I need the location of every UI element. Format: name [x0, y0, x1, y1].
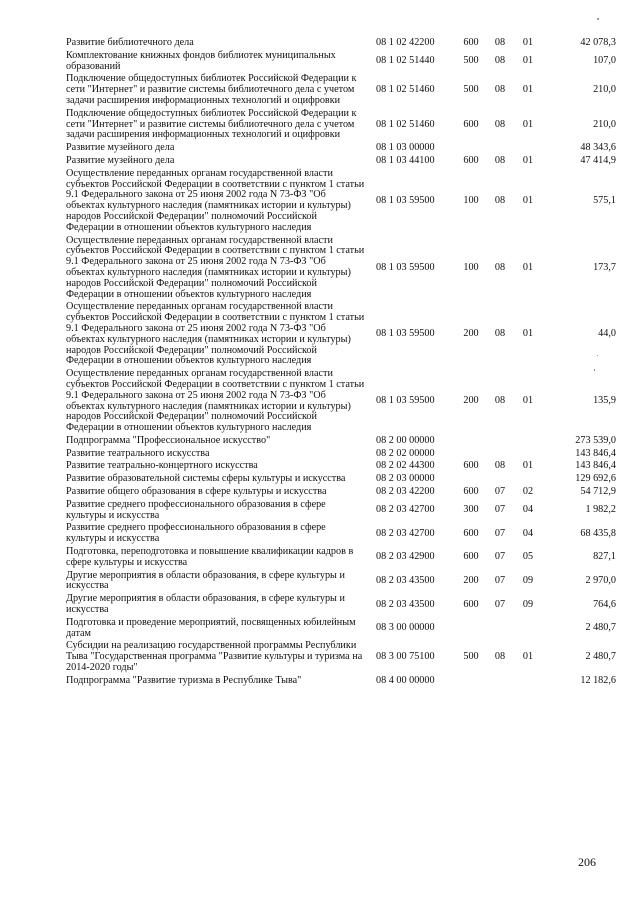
target-article-code: 08 1 02 51460 — [376, 84, 435, 96]
page-number: 206 — [578, 855, 596, 869]
item-name: Субсидии на реализацию государственной программы Республики Тыва "Государственная программа "Развитие культуры и туризма на 2014-2020 годы" — [66, 640, 363, 674]
item-name: Подключение общедоступных библиотек Российской Федерации к сети "Интернет" и развитие системы библиотечного дела с учетом задачи расширения информационных технологий и оцифровки — [66, 73, 357, 106]
amount: 129 692,6 — [575, 473, 616, 485]
expense-type-code: 200 — [463, 575, 479, 587]
expense-type-code — [456, 473, 486, 486]
table-row — [66, 448, 616, 461]
item-name: Осуществление переданных органам государственной власти субъектов Российской Федерации в соответствии с пунктом 1 статьи 9.1 Федерального закона от 25 июня 2002 года N 73-ФЗ "Об объектах культурного наследия (памятниках истории и культуры) народов Российской Федерации" полномочий Российской Федерации в отношении объектов культурного наследия — [66, 234, 365, 300]
target-article-code: 08 1 02 51460 — [376, 118, 435, 130]
subsection-code: 09 — [522, 598, 534, 610]
target-article-code: 08 2 03 42200 — [376, 486, 435, 498]
table-row — [66, 593, 616, 617]
target-article-code: 08 1 03 59500 — [376, 194, 435, 206]
budget-table-body — [66, 37, 616, 688]
item-name: Развитие музейного дела — [66, 142, 175, 154]
item-name: Подготовка и проведение мероприятий, посвященных юбилейным датам — [66, 616, 356, 639]
section-code: 08 — [494, 37, 506, 48]
target-article-code: 08 1 03 59500 — [376, 395, 435, 407]
amount: 47 414,9 — [580, 154, 616, 166]
subsection-code — [514, 473, 542, 486]
expense-type-code: 300 — [463, 504, 479, 516]
subsection-code: 04 — [522, 527, 534, 539]
expense-type-code: 500 — [463, 651, 479, 663]
amount: 2 480,7 — [585, 651, 616, 663]
item-name: Другие мероприятия в области образования, в сфере культуры и искусства — [66, 593, 345, 616]
item-name: Развитие среднего профессионального образования в сфере культуры и искусства — [66, 522, 326, 545]
item-name: Развитие библиотечного дела — [66, 37, 194, 48]
subsection-code — [514, 448, 542, 461]
section-code: 07 — [494, 504, 506, 516]
subsection-code — [514, 435, 542, 448]
amount: 2 970,0 — [585, 575, 616, 587]
amount: 143 846,4 — [575, 447, 616, 459]
expense-type-code: 600 — [463, 460, 479, 472]
target-article-code: 08 1 02 42200 — [376, 37, 435, 48]
section-code: 08 — [494, 395, 506, 407]
item-name: Осуществление переданных органам государственной власти субъектов Российской Федерации в соответствии с пунктом 1 статьи 9.1 Федерального закона от 25 июня 2002 года N 73-ФЗ "Об объектах культурного наследия (памятниках истории и культуры) народов Российской Федерации" полномочий Российской Федерации в отношении объектов культурного наследия — [66, 301, 365, 367]
expense-type-code: 100 — [463, 194, 479, 206]
amount: 107,0 — [593, 55, 616, 67]
table-row — [66, 37, 616, 50]
amount: 173,7 — [593, 261, 616, 273]
table-row — [66, 168, 616, 235]
subsection-code: 01 — [522, 395, 534, 407]
subsection-code: 01 — [522, 651, 534, 663]
expense-type-code: 600 — [463, 118, 479, 130]
subsection-code: 01 — [522, 118, 534, 130]
table-row — [66, 50, 616, 74]
section-code: 08 — [494, 154, 506, 166]
expense-type-code: 100 — [463, 261, 479, 273]
target-article-code: 08 2 03 42700 — [376, 527, 435, 539]
table-row — [66, 675, 616, 688]
amount: 44,0 — [598, 328, 616, 340]
table-row — [66, 301, 616, 368]
table-row — [66, 73, 616, 107]
table-row — [66, 435, 616, 448]
section-code: 08 — [494, 118, 506, 130]
section-code: 08 — [494, 55, 506, 67]
item-name: Развитие театрально-концертного искусства — [66, 460, 258, 472]
subsection-code: 01 — [522, 55, 534, 67]
item-name: Подпрограмма "Развитие туризма в Республике Тыва" — [66, 674, 302, 686]
subsection-code: 01 — [522, 460, 534, 472]
item-name: Развитие театрального искусства — [66, 447, 210, 459]
amount: 764,6 — [593, 598, 616, 610]
section-code: 07 — [494, 598, 506, 610]
target-article-code: 08 3 00 75100 — [376, 651, 435, 663]
expense-type-code — [456, 435, 486, 448]
table-row — [66, 640, 616, 674]
table-row — [66, 473, 616, 486]
target-article-code: 08 1 03 59500 — [376, 328, 435, 340]
target-article-code: 08 1 03 00000 — [376, 142, 435, 154]
table-row — [66, 546, 616, 570]
subsection-code: 09 — [522, 575, 534, 587]
section-code — [486, 675, 514, 688]
expense-type-code: 600 — [463, 527, 479, 539]
amount: 68 435,8 — [580, 527, 616, 539]
section-code — [486, 435, 514, 448]
item-name: Осуществление переданных органам государственной власти субъектов Российской Федерации в соответствии с пунктом 1 статьи 9.1 Федерального закона от 25 июня 2002 года N 73-ФЗ "Об объектах культурного наследия (памятниках истории и культуры) народов Российской Федерации" полномочий Российской Федерации в отношении объектов культурного наследия — [66, 167, 365, 233]
table-row — [66, 235, 616, 302]
item-name: Подготовка, переподготовка и повышение квалификации кадров в сфере культуры и искусства — [66, 546, 354, 568]
subsection-code: 01 — [522, 194, 534, 206]
target-article-code: 08 2 03 00000 — [376, 473, 435, 485]
item-name: Развитие общего образования в сфере культуры и искусства — [66, 486, 327, 498]
table-row — [66, 460, 616, 473]
subsection-code: 01 — [522, 328, 534, 340]
expense-type-code — [456, 617, 486, 641]
section-code — [486, 142, 514, 155]
amount: 143 846,4 — [575, 460, 616, 472]
section-code: 08 — [494, 328, 506, 340]
target-article-code: 08 3 00 00000 — [376, 622, 435, 634]
section-code: 08 — [494, 194, 506, 206]
section-code: 07 — [494, 486, 506, 498]
table-row — [66, 617, 616, 641]
target-article-code: 08 2 03 42700 — [376, 504, 435, 516]
target-article-code: 08 2 00 00000 — [376, 434, 435, 446]
section-code — [486, 617, 514, 641]
table-row — [66, 499, 616, 523]
expense-type-code: 600 — [463, 37, 479, 48]
target-article-code: 08 2 03 43500 — [376, 598, 435, 610]
section-code: 08 — [494, 460, 506, 472]
item-name: Подключение общедоступных библиотек Российской Федерации к сети "Интернет" и развитие системы библиотечного дела с учетом задачи расширения информационных технологий и оцифровки — [66, 107, 357, 141]
amount: 42 078,3 — [580, 37, 616, 48]
expense-type-code: 600 — [463, 598, 479, 610]
expense-type-code — [456, 675, 486, 688]
subsection-code: 04 — [522, 504, 534, 516]
expense-type-code: 600 — [463, 154, 479, 166]
subsection-code — [514, 142, 542, 155]
scan-speck — [594, 369, 595, 371]
amount: 12 182,6 — [580, 674, 616, 686]
target-article-code: 08 2 02 00000 — [376, 447, 435, 459]
item-name: Осуществление переданных органам государственной власти субъектов Российской Федерации в соответствии с пунктом 1 статьи 9.1 Федерального закона от 25 июня 2002 года N 73-ФЗ "Об объектах культурного наследия (памятниках истории и культуры) народов Российской Федерации" полномочий Российской Федерации в отношении объектов культурного наследия — [66, 368, 365, 434]
amount: 827,1 — [593, 551, 616, 563]
budget-table — [66, 37, 616, 688]
target-article-code: 08 4 00 00000 — [376, 674, 435, 686]
expense-type-code: 200 — [463, 328, 479, 340]
item-name: Другие мероприятия в области образования, в сфере культуры и искусства — [66, 569, 345, 592]
amount: 135,9 — [593, 395, 616, 407]
scan-speck — [597, 355, 598, 356]
table-row — [66, 486, 616, 499]
section-code: 07 — [494, 551, 506, 563]
expense-type-code: 500 — [463, 84, 479, 96]
subsection-code: 01 — [522, 37, 534, 48]
expense-type-code: 600 — [463, 486, 479, 498]
expense-type-code: 200 — [463, 395, 479, 407]
table-row — [66, 522, 616, 546]
table-row — [66, 570, 616, 594]
item-name: Развитие образовательной системы сферы культуры и искусства — [66, 473, 346, 485]
item-name: Развитие среднего профессионального образования в сфере культуры и искусства — [66, 498, 326, 521]
table-row — [66, 368, 616, 435]
section-code: 07 — [494, 527, 506, 539]
section-code: 08 — [494, 651, 506, 663]
section-code: 07 — [494, 575, 506, 587]
expense-type-code — [456, 448, 486, 461]
target-article-code: 08 2 03 43500 — [376, 575, 435, 587]
target-article-code: 08 1 03 59500 — [376, 261, 435, 273]
section-code — [486, 448, 514, 461]
item-name: Комплектование книжных фондов библиотек муниципальных образований — [66, 49, 336, 72]
section-code: 08 — [494, 84, 506, 96]
amount: 273 539,0 — [575, 434, 616, 446]
amount: 54 712,9 — [580, 486, 616, 498]
subsection-code — [514, 617, 542, 641]
expense-type-code: 500 — [463, 55, 479, 67]
amount: 1 982,2 — [585, 504, 616, 516]
expense-type-code: 600 — [463, 551, 479, 563]
subsection-code: 01 — [522, 84, 534, 96]
subsection-code — [514, 675, 542, 688]
target-article-code: 08 1 03 44100 — [376, 154, 435, 166]
section-code: 08 — [494, 261, 506, 273]
table-row — [66, 108, 616, 142]
amount: 575,1 — [593, 194, 616, 206]
target-article-code: 08 2 02 44300 — [376, 460, 435, 472]
item-name: Подпрограмма "Профессиональное искусство" — [66, 434, 271, 446]
subsection-code: 01 — [522, 154, 534, 166]
subsection-code: 02 — [522, 486, 534, 498]
scan-speck — [597, 18, 599, 20]
subsection-code: 05 — [522, 551, 534, 563]
section-code — [486, 473, 514, 486]
item-name: Развитие музейного дела — [66, 154, 175, 166]
table-row — [66, 142, 616, 155]
table-row — [66, 155, 616, 168]
amount: 48 343,6 — [580, 142, 616, 154]
expense-type-code — [456, 142, 486, 155]
target-article-code: 08 1 02 51440 — [376, 55, 435, 67]
amount: 210,0 — [593, 84, 616, 96]
target-article-code: 08 2 03 42900 — [376, 551, 435, 563]
subsection-code: 01 — [522, 261, 534, 273]
amount: 2 480,7 — [585, 622, 616, 634]
amount: 210,0 — [593, 118, 616, 130]
